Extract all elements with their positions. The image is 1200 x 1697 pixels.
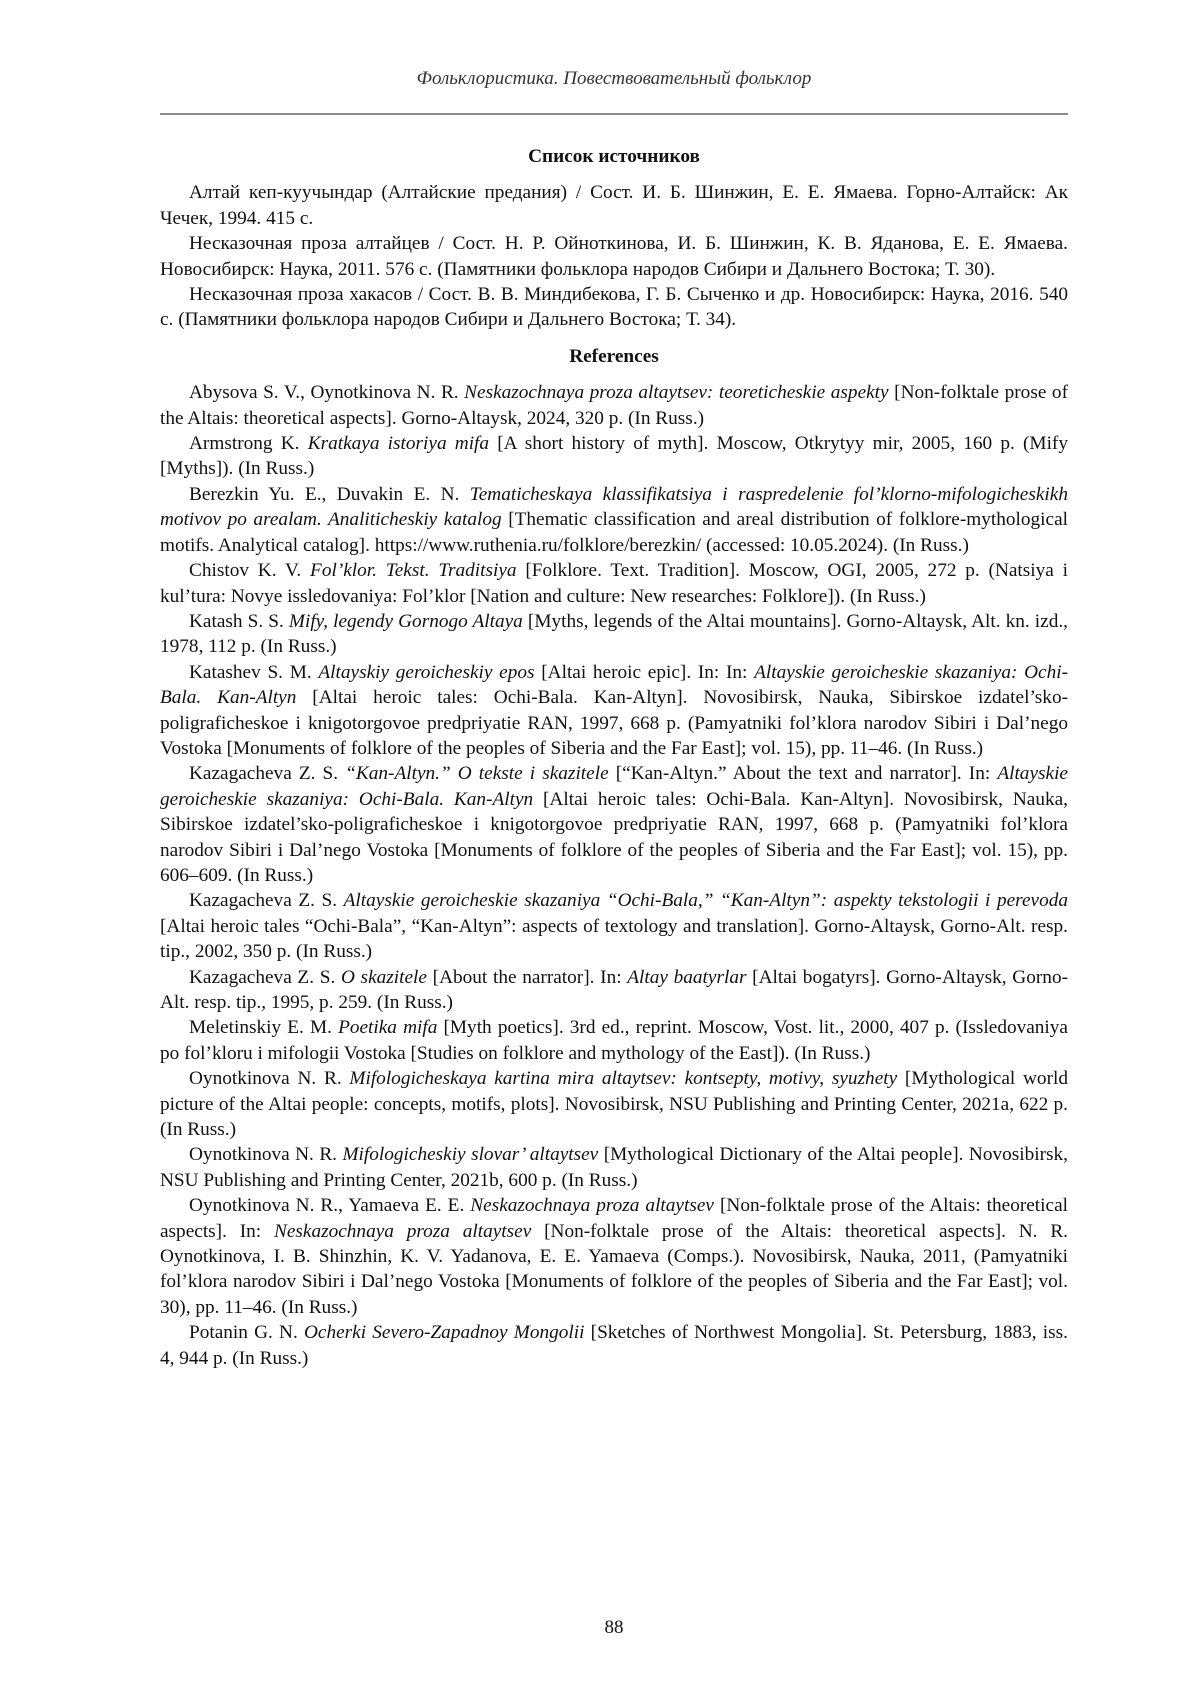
reference-title: Ocherki Severo-Zapadnoy Mongolii (304, 1322, 585, 1344)
reference-author: Armstrong K. (189, 433, 308, 455)
reference-title: Altayskiy geroicheskiy epos (318, 661, 535, 683)
reference-author: Berezkin Yu. E., Duvakin E. N. (189, 483, 470, 505)
reference-title2: Altayskie geroicheskie skazaniya: Ochi-Bala. Kan-Altyn (160, 661, 1068, 709)
reference-title: Mify, legendy Gornogo Altaya (288, 610, 523, 632)
reference-entry (160, 965, 1068, 1016)
sources-list (160, 180, 1068, 332)
source-entry: Алтай кеп-куучындар (Алтайские предания) / Сост. И. Б. Шинжин, Е. Е. Ямаева. Горно-Алтайск: Ак Чечек, 1994. 415 с. (160, 182, 1068, 229)
reference-entry (160, 609, 1068, 660)
page-content (160, 144, 1068, 1371)
reference-title2: Neskazochnaya proza altaytsev (273, 1220, 532, 1242)
reference-title2: Altay baatyrlar (627, 966, 747, 988)
reference-title: Fol’klor. Tekst. Traditsiya (310, 560, 517, 582)
reference-title: Altayskie geroicheskie skazaniya “Ochi-Bala,” “Kan-Altyn”: aspekty tekstologii i perevoda (343, 890, 1068, 912)
reference-title: Neskazochnaya proza altaytsev: teoreticheskie aspekty (464, 382, 889, 404)
reference-entry (160, 1015, 1068, 1066)
reference-rest: [“Kan-Altyn.” About the text and narrator]. In: (608, 763, 998, 785)
reference-entry (160, 482, 1068, 558)
running-head: Фольклористика. Повествовательный фольклор (416, 68, 812, 89)
reference-title: Tematicheskaya klassifikatsiya i raspredelenie fol’klorno-mifologicheskikh motivov po arealam. Analiticheskiy katalog (160, 483, 1068, 531)
reference-rest: [Altai heroic epic]. In: In: (534, 661, 755, 683)
reference-author: Katashev S. M. (189, 661, 319, 683)
reference-rest: [Sketches of Northwest Mongolia]. St. Petersburg, 1883, iss. 4, 944 p. (In Russ.) (160, 1322, 1068, 1369)
reference-rest: [Mythological world picture of the Altai people: concepts, motifs, plots]. Novosibirsk, NSU Publishing and Printing Center, 2021a, 622 p. (In Russ.) (160, 1068, 1068, 1141)
reference-rest: [Myth poetics]. 3rd ed., reprint. Moscow, Vost. lit., 2000, 407 p. (Issledovaniya po fol’kloru i mifologii Vostoka [Studies on folklore and mythology of the East]). (In Russ.) (160, 1017, 1068, 1064)
reference-rest: [Altai heroic tales “Ochi-Bala”, “Kan-Altyn”: aspects of textology and translation]. Gorno-Altaysk, Gorno-Alt. resp. tip., 2002, 350 p. (In Russ.) (160, 915, 1068, 963)
reference-rest: [Thematic classification and areal distribution of folklore-mythological motifs. Analytical catalog]. https://www.ruthenia.ru/folklore/berezkin/ (accessed: 10.05.2024). (In Russ.) (160, 509, 1068, 556)
reference-title: Kratkaya istoriya mifa (307, 433, 490, 455)
page-number: 88 (604, 1617, 624, 1638)
reference-author: Kazagacheva Z. S. (189, 763, 346, 785)
reference-author: Katash S. S. (189, 610, 289, 632)
reference-entry (160, 1066, 1068, 1142)
reference-entry (160, 1193, 1068, 1320)
reference-author: Oynotkinova N. R. (189, 1068, 350, 1090)
reference-rest2: [Non-folktale prose of the Altais: theoretical aspects]. N. R. Oynotkinova, I. B. Shinzhin, K. V. Yadanova, E. E. Yamaeva (Comps.). Novosibirsk, Nauka, 2011, (Pamyatniki fol’klora narodov Sibiri i Dal’nego Vostoka [Monuments of folklore of the peoples of Siberia and the Far East]; vol. 30), pp. 11–46. (In Russ.) (160, 1220, 1068, 1318)
source-entry: Несказочная проза хакасов / Сост. В. В. Миндибекова, Г. Б. Сыченко и др. Новосибирск: Наука, 2016. 540 с. (Памятники фольклора народов Сибири и Дальнего Востока; Т. 34). (160, 284, 1068, 331)
reference-entry (160, 1142, 1068, 1193)
reference-author: Oynotkinova N. R. (189, 1144, 343, 1166)
reference-entry (160, 380, 1068, 431)
reference-rest2: [Altai heroic tales: Ochi-Bala. Kan-Altyn]. Novosibirsk, Nauka, Sibirskoe izdatel’sko-poligraficheskoe i knigotorgovoe predpriyatie RAN, 1997, 668 p. (Pamyatniki fol’klora narodov Sibiri i Dal’nego Vostoka [Monuments of folklore of the peoples of Siberia and the Far East]; vol. 15), pp. 606–609. (In Russ.) (160, 788, 1069, 886)
reference-rest: [Myths, legends of the Altai mountains]. Gorno-Altaysk, Alt. kn. izd., 1978, 112 p. (In Russ.) (160, 610, 1068, 658)
reference-author: Meletinskiy E. M. (189, 1017, 339, 1039)
reference-author: Chistov K. V. (189, 560, 311, 582)
reference-author: Kazagacheva Z. S. (189, 890, 344, 912)
reference-title: Mifologicheskiy slovar’ altaytsev (342, 1144, 599, 1166)
reference-author: Potanin G. N. (189, 1322, 304, 1344)
reference-entry (160, 761, 1068, 888)
reference-title2: Altayskie geroicheskie skazaniya: Ochi-Bala. Kan-Altyn (160, 763, 1068, 810)
reference-rest2: [Altai heroic tales: Ochi-Bala. Kan-Altyn]. Novosibirsk, Nauka, Sibirskoe izdatel’sko-poligraficheskoe i knigotorgovoe predpriyatie RAN, 1997, 668 p. (Pamyatniki fol’klora narodov Sibiri i Dal’nego Vostoka [Monuments of folklore of the peoples of Siberia and the Far East]; vol. 15), pp. 11–46. (In Russ.) (160, 687, 1069, 759)
reference-entry (160, 431, 1068, 482)
header-rule (160, 113, 1068, 115)
source-entry: Несказочная проза алтайцев / Сост. Н. Р. Ойноткинова, И. Б. Шинжин, К. В. Яданова, Е. Е. Ямаева. Новосибирск: Наука, 2011. 576 с. (Памятники фольклора народов Сибири и Дальнего Востока; Т. 30). (160, 233, 1068, 280)
reference-rest: [Non-folktale prose of the Altais: theoretical aspects]. In: (160, 1195, 1068, 1242)
reference-title: Mifologicheskaya kartina mira altaytsev: kontsepty, motivy, syuzhety (349, 1068, 898, 1090)
reference-author: Oynotkinova N. R., Yamaeva E. E. (189, 1195, 471, 1217)
reference-author: Kazagacheva Z. S. (189, 966, 341, 988)
reference-title: “Kan-Altyn.” O tekste i skazitele (345, 763, 609, 785)
reference-author: Abysova S. V., Oynotkinova N. R. (189, 382, 465, 404)
reference-entry (160, 888, 1068, 964)
reference-entry (160, 1320, 1068, 1371)
references-list (160, 380, 1068, 1371)
references-heading: References (569, 345, 659, 367)
reference-rest: [A short history of myth]. Moscow, Otkrytyy mir, 2005, 160 p. (Mify [Myths]). (In Russ.) (160, 433, 1068, 480)
sources-heading: Список источников (528, 146, 700, 167)
reference-rest: [Folklore. Text. Tradition]. Moscow, OGI, 2005, 272 p. (Natsiya i kul’tura: Novye issledovaniya: Fol’klor [Nation and culture: New researches: Folklore]). (In Russ.) (160, 560, 1069, 607)
reference-rest: [Non-folktale prose of the Altais: theoretical aspects]. Gorno-Altaysk, 2024, 320 p. (In Russ.) (160, 382, 1068, 429)
reference-entry (160, 558, 1068, 609)
reference-rest2: [Altai bogatyrs]. Gorno-Altaysk, Gorno-Alt. resp. tip., 1995, p. 259. (In Russ.) (160, 966, 1068, 1013)
reference-entry (160, 660, 1068, 762)
reference-rest: [Mythological Dictionary of the Altai people]. Novosibirsk, NSU Publishing and Printing Center, 2021b, 600 p. (In Russ.) (160, 1144, 1069, 1191)
reference-title: Poetika mifa (338, 1017, 438, 1039)
reference-title: O skazitele (340, 966, 427, 988)
reference-rest: [About the narrator]. In: (426, 966, 628, 988)
reference-title: Neskazochnaya proza altaytsev (470, 1195, 714, 1217)
